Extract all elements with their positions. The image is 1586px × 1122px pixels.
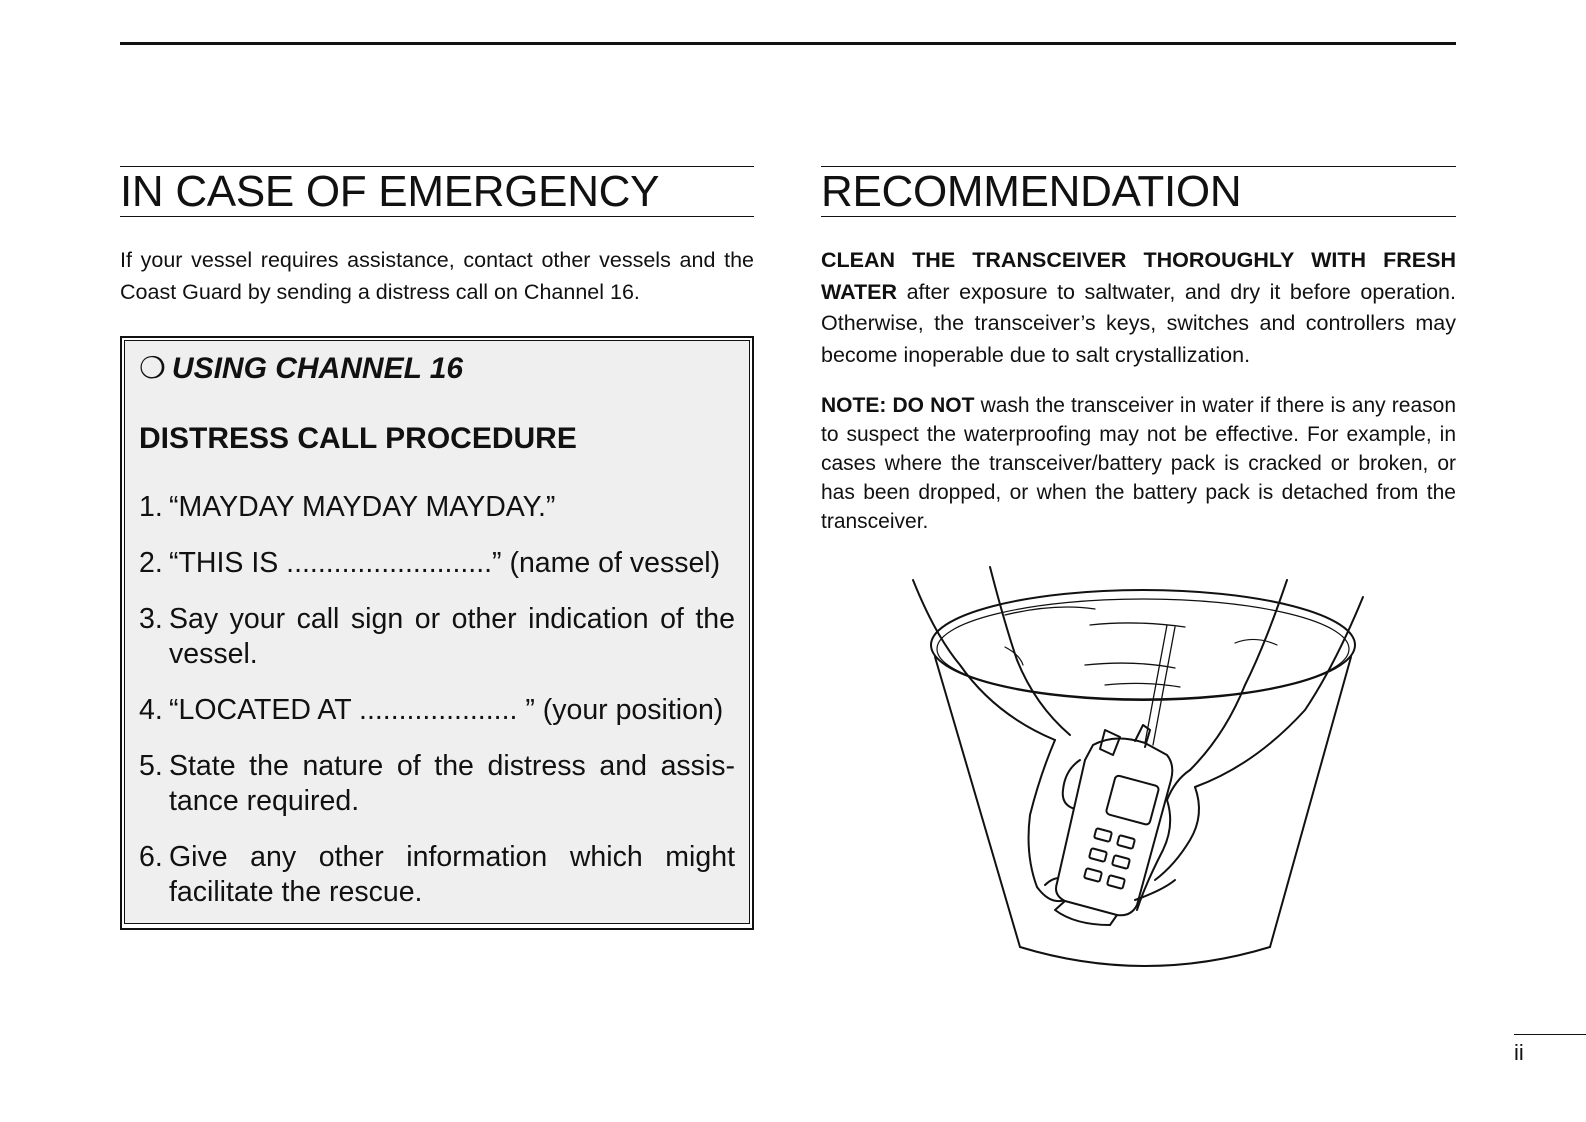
- transceiver-icon: [1055, 725, 1172, 925]
- cleaning-emphasis: CLEAN THE TRANSCEIVER THOROUGHLY WITH FRESH WATER: [821, 248, 1456, 304]
- cleaning-paragraph: [821, 245, 1456, 371]
- step-text: State the nature of the distress and assistance required.: [169, 750, 735, 817]
- note-paragraph: [821, 391, 1456, 536]
- footer-rule: [1514, 1034, 1586, 1035]
- step-number: 1.: [139, 491, 163, 523]
- procedure-step: [139, 546, 735, 581]
- step-number: 6.: [139, 841, 163, 873]
- step-text: Say your call sign or other indication of the vessel.: [169, 603, 735, 670]
- step-text: “THIS IS ..........................” (name of vessel): [169, 547, 721, 579]
- bucket-bottom: [1020, 947, 1270, 966]
- step-text: “LOCATED AT .................... ” (your position): [169, 694, 724, 726]
- channel-16-box: [120, 336, 754, 930]
- left-arm: [913, 580, 1055, 740]
- emergency-intro: If your vessel requires assistance, contact other vessels and the Coast Guard by sending a distress call on Channel 16.: [120, 248, 754, 304]
- cleaning-text: after exposure to saltwater, and dry it before operation. Otherwise, the transceiver’s keys, switches and controllers may become inoperable due to salt crystallization.: [821, 279, 1456, 367]
- note-emphasis: NOTE: DO NOT: [821, 394, 975, 417]
- procedure-step: [139, 490, 735, 525]
- emergency-section: [120, 166, 754, 930]
- procedure-step: [139, 602, 735, 672]
- procedure-heading: DISTRESS CALL PROCEDURE: [139, 422, 577, 455]
- step-text: Give any other information which might facilitate the rescue.: [169, 841, 735, 908]
- step-number: 3.: [139, 603, 163, 635]
- box-heading-text: USING CHANNEL 16: [171, 352, 464, 385]
- ring-bullet-icon: ❍: [139, 352, 166, 385]
- recommendation-title: RECOMMENDATION: [821, 166, 1456, 217]
- step-number: 2.: [139, 547, 163, 579]
- box-heading: [139, 351, 735, 387]
- bucket-side-left: [935, 657, 1020, 947]
- header-rule: [120, 42, 1456, 45]
- procedure-step: [139, 693, 735, 728]
- step-text: “MAYDAY MAYDAY MAYDAY.”: [169, 491, 556, 523]
- recommendation-section: [821, 166, 1456, 536]
- step-number: 4.: [139, 694, 163, 726]
- emergency-title: IN CASE OF EMERGENCY: [120, 166, 754, 217]
- procedure-steps: [139, 490, 735, 910]
- channel-16-box-inner: [124, 340, 750, 924]
- procedure-step: [139, 749, 735, 819]
- washing-transceiver-illustration: [905, 565, 1375, 980]
- procedure-step: [139, 840, 735, 910]
- page-number: ii: [1514, 1040, 1524, 1065]
- note-text: wash the transceiver in water if there is any reason to suspect the waterproofing may not be effective. For example, in cases where the transceiver/battery pack is cracked or broken, or has been dropped, or when the battery pack is detached from the transceiver.: [821, 394, 1457, 533]
- step-number: 5.: [139, 750, 163, 782]
